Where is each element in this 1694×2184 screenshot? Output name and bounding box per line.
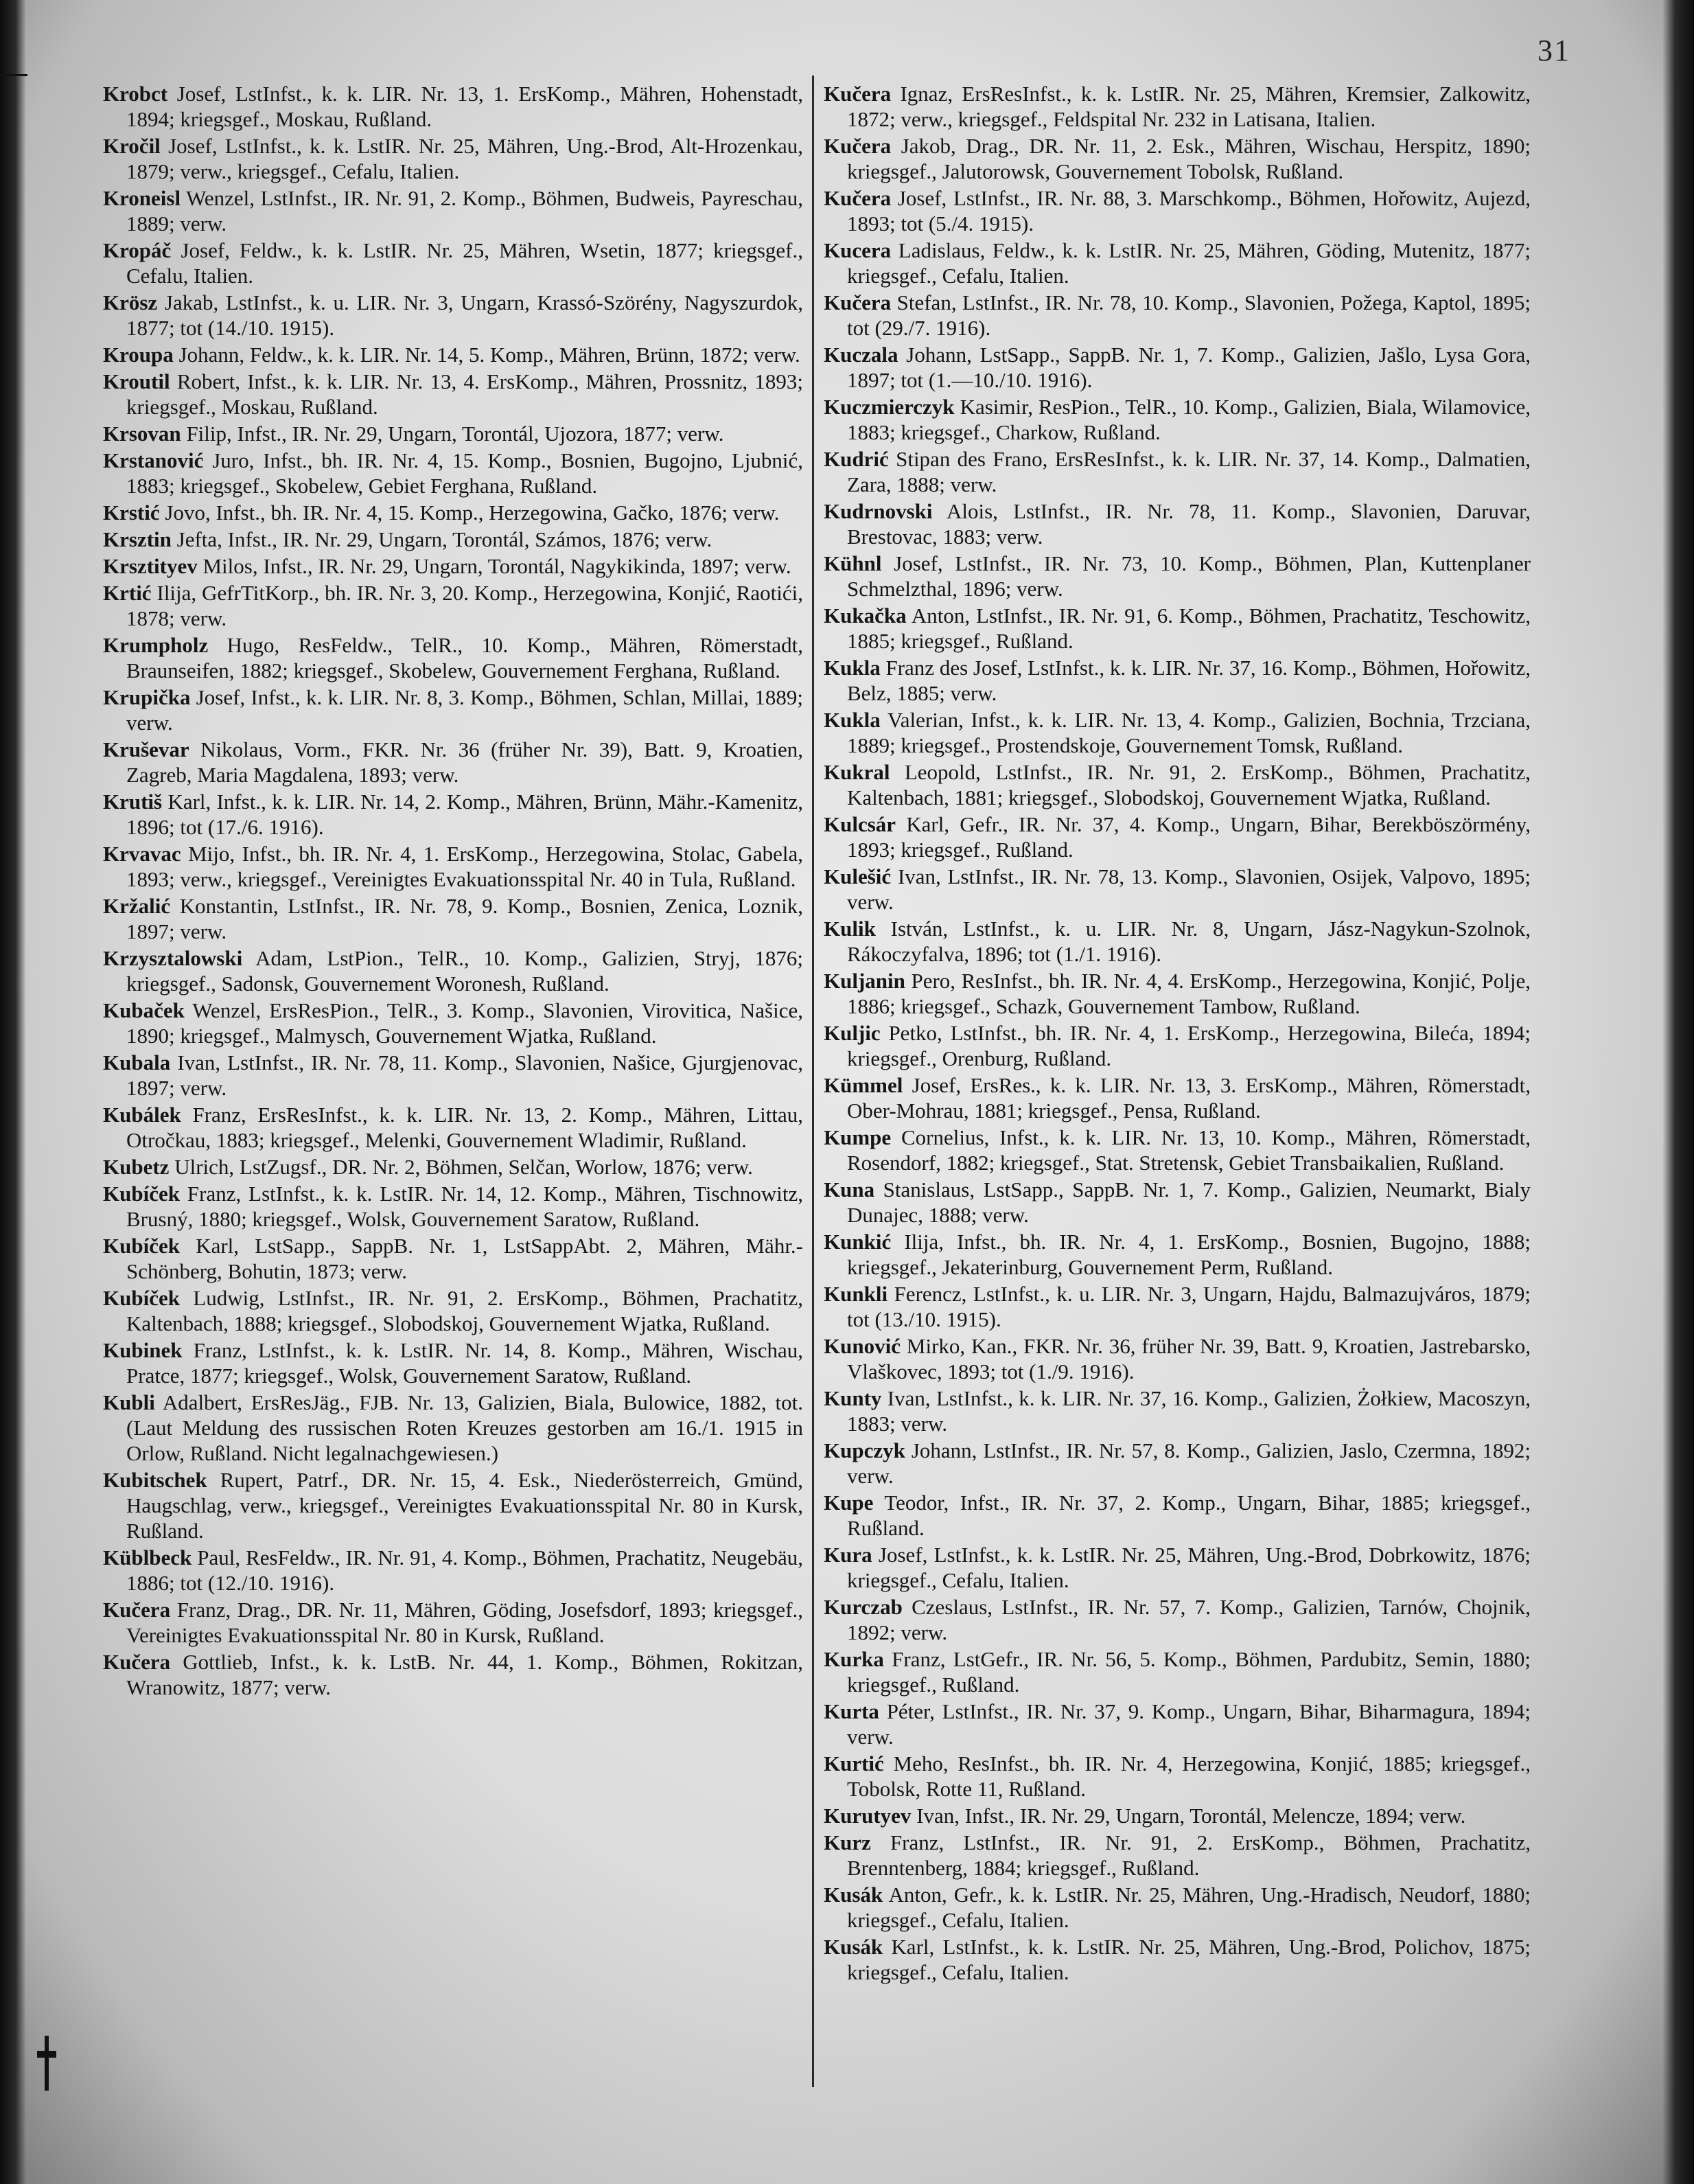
entry-details: Teodor, Infst., IR. Nr. 37, 2. Komp., Ungarn, Bihar, 1885; kriegsgef., Rußland.: [847, 1491, 1531, 1540]
entry-details: Franz, LstInfst., k. k. LstIR. Nr. 14, 12. Komp., Mähren, Tischnowitz, Brusný, 1880; kriegsgef., Wolsk, Gouvernement Saratow, Rußland.: [126, 1182, 803, 1231]
entry-details: Josef, LstInfst., IR. Nr. 88, 3. Marschkomp., Böhmen, Hořowitz, Aujezd, 1893; tot (5./4. 1915).: [847, 186, 1531, 235]
register-entry: [824, 1490, 1531, 1541]
entry-surname: Kunkli: [824, 1282, 888, 1306]
register-entry: [103, 632, 803, 683]
entry-surname: Kukla: [824, 656, 881, 680]
register-entry: [103, 789, 803, 840]
register-entry: [103, 737, 803, 788]
register-entry: [824, 1934, 1531, 1985]
entry-surname: Kulik: [824, 917, 876, 941]
entry-details: Josef, LstInfst., IR. Nr. 73, 10. Komp., Böhmen, Plan, Kuttenplaner Schmelzthal, 1896; verw.: [847, 551, 1531, 601]
register-entry: [103, 342, 803, 367]
entry-details: Kasimir, ResPion., TelR., 10. Komp., Galizien, Biala, Wilamovice, 1883; kriegsgef., Charkow, Rußland.: [847, 395, 1531, 444]
entry-details: Konstantin, LstInfst., IR. Nr. 78, 9. Komp., Bosnien, Zenica, Loznik, 1897; verw.: [126, 894, 804, 943]
entry-surname: Kurczab: [824, 1595, 903, 1619]
entry-surname: Kurutyev: [824, 1804, 912, 1828]
register-entry: [824, 1542, 1531, 1593]
entry-details: Ivan, Infst., IR. Nr. 29, Ungarn, Torontál, Melencze, 1894; verw.: [916, 1804, 1466, 1828]
entry-surname: Kroutil: [103, 369, 170, 393]
entry-surname: Krstanović: [103, 448, 204, 472]
register-entry: [824, 1020, 1531, 1071]
register-entry: [103, 133, 803, 184]
register-entry: [103, 1154, 803, 1180]
entry-details: Leopold, LstInfst., IR. Nr. 91, 2. ErsKomp., Böhmen, Prachatitz, Kaltenbach, 1881; kriegsgef., Slobodskoj, Gouvernement Wjatka, Rußland.: [847, 760, 1531, 809]
entry-details: Jakab, LstInfst., k. u. LIR. Nr. 3, Ungarn, Krassó-Szörény, Nagyszurdok, 1877; tot (14./10. 1915).: [126, 290, 803, 340]
entry-surname: Kusák: [824, 1935, 883, 1959]
entry-details: Stanislaus, LstSapp., SappB. Nr. 1, 7. Komp., Galizien, Neumarkt, Bialy Dunajec, 1888; verw.: [847, 1177, 1531, 1227]
margin-cross-icon: [34, 2036, 59, 2091]
entry-surname: Kurz: [824, 1830, 871, 1854]
page-number: 31: [1538, 34, 1570, 67]
entry-surname: Krsovan: [103, 422, 181, 446]
entry-details: Ilija, GefrTitKorp., bh. IR. Nr. 3, 20. Komp., Herzegowina, Konjić, Raotići, 1878; verw.: [126, 581, 804, 630]
entry-surname: Kubitschek: [103, 1468, 207, 1492]
register-entry: [824, 1386, 1531, 1436]
entry-surname: Krobct: [103, 82, 168, 106]
entry-details: Ladislaus, Feldw., k. k. LstIR. Nr. 25, Mähren, Göding, Mutenitz, 1877; kriegsgef., Cefalu, Italien.: [847, 238, 1531, 288]
entry-details: Ivan, LstInfst., IR. Nr. 78, 11. Komp., Slavonien, Našice, Gjurgjenovac, 1897; verw.: [126, 1050, 803, 1100]
entry-surname: Krsztin: [103, 527, 172, 551]
entry-surname: Kuczmierczyk: [824, 395, 955, 419]
register-entry: [103, 448, 803, 498]
entry-surname: Krutiš: [103, 790, 163, 814]
entry-details: Jovo, Infst., bh. IR. Nr. 4, 15. Komp., Herzegowina, Gačko, 1876; verw.: [165, 501, 780, 525]
entry-details: Franz, LstInfst., IR. Nr. 91, 2. ErsKomp., Böhmen, Prachatitz, Brenntenberg, 1884; kriegsgef., Rußland.: [847, 1830, 1531, 1880]
register-entry: [103, 841, 803, 892]
entry-details: Robert, Infst., k. k. LIR. Nr. 13, 4. ErsKomp., Mähren, Prossnitz, 1893; kriegsgef., Moskau, Rußland.: [126, 369, 804, 419]
register-entry: [824, 1281, 1531, 1332]
entry-surname: Krumpholz: [103, 633, 209, 657]
entry-details: Nikolaus, Vorm., FKR. Nr. 36 (früher Nr. 39), Batt. 9, Kroatien, Zagreb, Maria Magdalena, 1893; verw.: [126, 737, 804, 787]
entry-details: Johann, LstSapp., SappB. Nr. 1, 7. Komp., Galizien, Jašlo, Lysa Gora, 1897; tot (1.—10./10. 1916).: [847, 343, 1531, 392]
right-column: [824, 81, 1531, 1986]
entry-details: Cornelius, Infst., k. k. LIR. Nr. 13, 10. Komp., Mähren, Römerstadt, Rosendorf, 1882; kriegsgef., Stat. Stretensk, Gebiet Transbaikalien, Rußland.: [847, 1125, 1531, 1175]
register-entry: [103, 1649, 803, 1700]
entry-details: Stefan, LstInfst., IR. Nr. 78, 10. Komp., Slavonien, Požega, Kaptol, 1895; tot (29./7. 1916).: [847, 290, 1531, 340]
register-entry: [103, 685, 803, 735]
entry-surname: Kučera: [103, 1650, 171, 1674]
register-entry: [103, 580, 803, 631]
entry-details: Karl, Infst., k. k. LIR. Nr. 14, 2. Komp., Mähren, Brünn, Mähr.-Kamenitz, 1896; tot (17./6. 1916).: [126, 790, 804, 839]
entry-surname: Krsztityev: [103, 554, 198, 578]
entry-surname: Kubinek: [103, 1338, 183, 1362]
entry-details: Anton, LstInfst., IR. Nr. 91, 6. Komp., Böhmen, Prachatitz, Teschowitz, 1885; kriegsgef., Rußland.: [847, 604, 1531, 653]
entry-details: Czeslaus, LstInfst., IR. Nr. 57, 7. Komp., Galizien, Tarnów, Chojnik, 1892; verw.: [847, 1595, 1531, 1644]
register-entry: [103, 185, 803, 236]
register-entry: [824, 1229, 1531, 1280]
entry-details: Wenzel, ErsResPion., TelR., 3. Komp., Slavonien, Virovitica, Našice, 1890; kriegsgef., Malmysch, Gouvernement Wjatka, Rußland.: [126, 998, 803, 1048]
entry-details: Ferencz, LstInfst., k. u. LIR. Nr. 3, Ungarn, Hajdu, Balmazujváros, 1879; tot (13./10. 1915).: [847, 1282, 1531, 1331]
entry-surname: Kusák: [824, 1883, 883, 1907]
register-entry: [824, 498, 1531, 549]
entry-surname: Kubálek: [103, 1103, 181, 1127]
register-entry: [824, 238, 1531, 288]
entry-details: Ilija, Infst., bh. IR. Nr. 4, 1. ErsKomp., Bosnien, Bugojno, 1888; kriegsgef., Jekaterinburg, Gouvernement Perm, Rußland.: [847, 1230, 1531, 1279]
register-entry: [103, 1233, 803, 1284]
register-entry: [824, 1594, 1531, 1645]
entry-surname: Kropáč: [103, 238, 172, 262]
entry-surname: Kročil: [103, 134, 161, 158]
register-entry: [824, 1125, 1531, 1175]
entry-surname: Kruševar: [103, 737, 189, 761]
entry-details: Jefta, Infst., IR. Nr. 29, Ungarn, Torontál, Számos, 1876; verw.: [176, 527, 712, 551]
entry-surname: Kühnl: [824, 551, 882, 575]
register-entry: [103, 1597, 803, 1648]
entry-surname: Kudrnovski: [824, 499, 933, 523]
entry-surname: Kupe: [824, 1491, 874, 1515]
register-entry: [103, 527, 803, 552]
entry-surname: Kubetz: [103, 1155, 170, 1179]
entry-surname: Kunović: [824, 1334, 901, 1358]
register-entry: [103, 369, 803, 419]
entry-details: Josef, LstInfst., k. k. LstIR. Nr. 25, Mähren, Ung.-Brod, Alt-Hrozenkau, 1879; verw., kriegsgef., Cefalu, Italien.: [126, 134, 803, 183]
entry-details: Hugo, ResFeldw., TelR., 10. Komp., Mähren, Römerstadt, Braunseifen, 1882; kriegsgef., Skobelew, Gouvernement Ferghana, Rußland.: [126, 633, 804, 682]
entry-surname: Kučera: [824, 290, 892, 314]
register-entry: [824, 1830, 1531, 1881]
entry-details: Meho, ResInfst., bh. IR. Nr. 4, Herzegowina, Konjić, 1885; kriegsgef., Tobolsk, Rotte 11, Rußland.: [847, 1751, 1531, 1801]
entry-details: Alois, LstInfst., IR. Nr. 78, 11. Komp., Slavonien, Daruvar, Brestovac, 1883; verw.: [847, 499, 1531, 549]
entry-details: Mirko, Kan., FKR. Nr. 36, früher Nr. 39, Batt. 9, Kroatien, Jastrebarsko, Vlaškovec, 1893; tot (1./9. 1916).: [847, 1334, 1531, 1383]
register-entry: [824, 1646, 1531, 1697]
entry-details: Paul, ResFeldw., IR. Nr. 91, 4. Komp., Böhmen, Prachatitz, Neugebäu, 1886; tot (12./10. 1916).: [126, 1545, 804, 1595]
register-entry: [824, 81, 1531, 132]
entry-details: Josef, Infst., k. k. LIR. Nr. 8, 3. Komp., Böhmen, Schlan, Millai, 1889; verw.: [126, 685, 803, 735]
entry-surname: Kulešić: [824, 864, 892, 888]
entry-surname: Krösz: [103, 290, 158, 314]
entry-surname: Kroneisl: [103, 186, 181, 210]
entry-surname: Kupczyk: [824, 1438, 905, 1462]
register-entry: [824, 864, 1531, 915]
entry-details: Franz, ErsResInfst., k. k. LIR. Nr. 13, 2. Komp., Mähren, Littau, Otročkau, 1883; kriegsgef., Melenki, Gouvernement Wladimir, Rußland.: [126, 1103, 804, 1152]
entry-surname: Krvavac: [103, 842, 181, 866]
entry-surname: Kučera: [824, 82, 892, 106]
register-entry: [824, 968, 1531, 1019]
register-entry: [103, 1545, 803, 1596]
entry-surname: Kukačka: [824, 604, 907, 628]
entry-details: Gottlieb, Infst., k. k. LstB. Nr. 44, 1. Komp., Böhmen, Rokitzan, Wranowitz, 1877; verw.: [126, 1650, 804, 1699]
entry-surname: Kroupa: [103, 343, 174, 367]
register-entry: [824, 446, 1531, 497]
register-entry: [824, 342, 1531, 393]
entry-surname: Kubli: [103, 1390, 155, 1414]
entry-surname: Krtić: [103, 581, 152, 605]
register-entry: [824, 916, 1531, 967]
entry-surname: Kura: [824, 1543, 872, 1567]
entry-details: Adam, LstPion., TelR., 10. Komp., Galizien, Stryj, 1876; kriegsgef., Sadonsk, Gouvernement Woronesh, Rußland.: [126, 946, 803, 996]
register-entry: [824, 707, 1531, 758]
register-entry: [824, 1751, 1531, 1802]
entry-details: Josef, ErsRes., k. k. LIR. Nr. 13, 3. ErsKomp., Mähren, Römerstadt, Ober-Mohrau, 1881; kriegsgef., Pensa, Rußland.: [847, 1073, 1531, 1123]
entry-details: Josef, LstInfst., k. k. LstIR. Nr. 25, Mähren, Ung.-Brod, Dobrkowitz, 1876; kriegsgef., Cefalu, Italien.: [847, 1543, 1531, 1592]
entry-surname: Krstić: [103, 501, 160, 525]
register-entry: [103, 945, 803, 996]
entry-surname: Kukla: [824, 708, 881, 732]
entry-surname: Kuljic: [824, 1021, 881, 1045]
register-entry: [103, 1050, 803, 1101]
entry-details: Josef, LstInfst., k. k. LIR. Nr. 13, 1. ErsKomp., Mähren, Hohenstadt, 1894; kriegsgef., Moskau, Rußland.: [126, 82, 804, 131]
entry-surname: Kümmel: [824, 1073, 903, 1097]
entry-surname: Krzysztalowski: [103, 946, 243, 970]
entry-details: Karl, Gefr., IR. Nr. 37, 4. Komp., Ungarn, Bihar, Berekböszörmény, 1893; kriegsgef., Rußland.: [847, 812, 1531, 862]
entry-details: Johann, Feldw., k. k. LIR. Nr. 14, 5. Komp., Mähren, Brünn, 1872; verw.: [178, 343, 800, 367]
register-entry: [103, 500, 803, 525]
register-entry: [103, 1467, 803, 1543]
entry-surname: Kubíček: [103, 1182, 180, 1206]
register-entry: [824, 1803, 1531, 1828]
entry-details: Franz des Josef, LstInfst., k. k. LIR. Nr. 37, 16. Komp., Böhmen, Hořowitz, Belz, 1885; verw.: [847, 656, 1531, 705]
entry-details: Karl, LstInfst., k. k. LstIR. Nr. 25, Mähren, Ung.-Brod, Polichov, 1875; kriegsgef., Cefalu, Italien.: [847, 1935, 1531, 1984]
entry-surname: Kulcsár: [824, 812, 896, 836]
entry-surname: Kurtić: [824, 1751, 884, 1775]
register-entry: [824, 1882, 1531, 1933]
entry-details: Ignaz, ErsResInfst., k. k. LstIR. Nr. 25, Mähren, Kremsier, Zalkowitz, 1872; verw., kriegsgef., Feldspital Nr. 232 in Latisana, Italien.: [847, 82, 1531, 131]
entry-surname: Kunkić: [824, 1230, 892, 1254]
register-entry: [103, 421, 803, 446]
entry-details: Ulrich, LstZugsf., DR. Nr. 2, Böhmen, Selčan, Worlow, 1876; verw.: [174, 1155, 753, 1179]
entry-details: Johann, LstInfst., IR. Nr. 57, 8. Komp., Galizien, Jaslo, Czermna, 1892; verw.: [847, 1438, 1531, 1488]
register-entry: [824, 394, 1531, 445]
register-entry: [103, 1337, 803, 1388]
entry-details: Péter, LstInfst., IR. Nr. 37, 9. Komp., Ungarn, Bihar, Biharmagura, 1894; verw.: [847, 1699, 1531, 1749]
register-entry: [824, 655, 1531, 706]
register-entry: [824, 1333, 1531, 1384]
entry-details: Josef, Feldw., k. k. LstIR. Nr. 25, Mähren, Wsetin, 1877; kriegsgef., Cefalu, Italien.: [126, 238, 804, 288]
entry-details: Ivan, LstInfst., IR. Nr. 78, 13. Komp., Slavonien, Osijek, Valpovo, 1895; verw.: [847, 864, 1531, 914]
register-entry: [103, 1181, 803, 1232]
entry-details: Jakob, Drag., DR. Nr. 11, 2. Esk., Mähren, Wischau, Herspitz, 1890; kriegsgef., Jalutorowsk, Gouvernement Tobolsk, Rußland.: [847, 134, 1531, 183]
entry-surname: Kurka: [824, 1647, 884, 1671]
entry-details: Anton, Gefr., k. k. LstIR. Nr. 25, Mähren, Ung.-Hradisch, Neudorf, 1880; kriegsgef., Cefalu, Italien.: [847, 1883, 1531, 1932]
entry-details: Franz, LstInfst., k. k. LstIR. Nr. 14, 8. Komp., Mähren, Wischau, Pratce, 1877; kriegsgef., Wolsk, Gouvernement Saratow, Rußland.: [126, 1338, 803, 1388]
register-entry: [103, 1102, 803, 1153]
register-entry: [103, 553, 803, 579]
entry-details: Rupert, Patrf., DR. Nr. 15, 4. Esk., Niederösterreich, Gmünd, Haugschlag, verw., kriegsgef., Vereinigtes Evakuationsspital Nr. 80 in Kursk, Rußland.: [126, 1468, 803, 1543]
entry-surname: Kubala: [103, 1050, 171, 1074]
register-entry: [824, 185, 1531, 236]
register-entry: [824, 551, 1531, 601]
register-entry: [824, 1438, 1531, 1488]
register-entry: [824, 133, 1531, 184]
entry-details: Wenzel, LstInfst., IR. Nr. 91, 2. Komp., Böhmen, Budweis, Payreschau, 1889; verw.: [126, 186, 803, 235]
entry-surname: Kuczala: [824, 343, 898, 367]
register-entry: [824, 1699, 1531, 1749]
margin-mark-top: [0, 74, 27, 76]
entry-details: Adalbert, ErsResJäg., FJB. Nr. 13, Galizien, Biala, Bulowice, 1882, tot. (Laut Meldung des russischen Roten Kreuzes gestorben am 16./1. 1915 in Orlow, Rußland. Nicht legalnachgewiesen.): [126, 1390, 803, 1465]
entry-details: Filip, Infst., IR. Nr. 29, Ungarn, Torontál, Ujozora, 1877; verw.: [186, 422, 724, 446]
register-entry: [103, 893, 803, 944]
entry-details: István, LstInfst., k. u. LIR. Nr. 8, Ungarn, Jász-Nagykun-Szolnok, Rákoczyfalva, 1896; tot (1./1. 1916).: [847, 917, 1531, 966]
entry-surname: Kučera: [824, 134, 892, 158]
entry-surname: Kubaček: [103, 998, 185, 1022]
entry-surname: Kubíček: [103, 1286, 180, 1310]
entry-surname: Kuna: [824, 1177, 875, 1202]
register-entry: [824, 603, 1531, 654]
entry-surname: Kurta: [824, 1699, 879, 1723]
entry-details: Pero, ResInfst., bh. IR. Nr. 4, 4. ErsKomp., Herzegowina, Konjić, Polje, 1886; kriegsgef., Schazk, Gouvernement Tambow, Rußland.: [847, 969, 1531, 1018]
entry-details: Mijo, Infst., bh. IR. Nr. 4, 1. ErsKomp., Herzegowina, Stolac, Gabela, 1893; verw., kriegsgef., Vereinigtes Evakuationsspital Nr. 40 in Tula, Rußland.: [126, 842, 803, 891]
register-entry: [824, 1072, 1531, 1123]
entry-surname: Krupička: [103, 685, 191, 709]
entry-surname: Kuljanin: [824, 969, 905, 993]
entry-surname: Kubíček: [103, 1234, 180, 1258]
entry-surname: Küblbeck: [103, 1545, 192, 1570]
entry-details: Juro, Infst., bh. IR. Nr. 4, 15. Komp., Bosnien, Bugojno, Ljubnić, 1883; kriegsgef., Skobelew, Gebiet Ferghana, Rußland.: [126, 448, 803, 498]
entry-details: Milos, Infst., IR. Nr. 29, Ungarn, Torontál, Nagykikinda, 1897; verw.: [202, 554, 791, 578]
register-entry: [824, 1177, 1531, 1228]
entry-surname: Kučera: [824, 186, 892, 210]
entry-surname: Kržalić: [103, 894, 171, 918]
entry-details: Ivan, LstInfst., k. k. LIR. Nr. 37, 16. Komp., Galizien, Żołkiew, Macoszyn, 1883; verw.: [847, 1386, 1531, 1436]
entry-surname: Kucera: [824, 238, 892, 262]
entry-details: Petko, LstInfst., bh. IR. Nr. 4, 1. ErsKomp., Herzegowina, Bileća, 1894; kriegsgef., Orenburg, Rußland.: [847, 1021, 1531, 1070]
entry-details: Valerian, Infst., k. k. LIR. Nr. 13, 4. Komp., Galizien, Bochnia, Trzciana, 1889; kriegsgef., Prostendskoje, Gouvernement Tomsk, Rußland.: [847, 708, 1531, 757]
register-entry: [103, 998, 803, 1048]
left-column: [103, 81, 803, 1701]
register-entry: [103, 1390, 803, 1466]
entry-details: Ludwig, LstInfst., IR. Nr. 91, 2. ErsKomp., Böhmen, Prachatitz, Kaltenbach, 1888; kriegsgef., Slobodskoj, Gouvernement Wjatka, Rußland.: [126, 1286, 804, 1335]
entry-details: Karl, LstSapp., SappB. Nr. 1, LstSappAbt. 2, Mähren, Mähr.-Schönberg, Bohutin, 1873; verw.: [126, 1234, 804, 1283]
entry-surname: Kudrić: [824, 447, 889, 471]
entry-details: Stipan des Frano, ErsResInfst., k. k. LIR. Nr. 37, 14. Komp., Dalmatien, Zara, 1888; verw.: [847, 447, 1531, 496]
column-divider: [812, 76, 814, 2087]
entry-details: Franz, LstGefr., IR. Nr. 56, 5. Komp., Böhmen, Pardubitz, Semin, 1880; kriegsgef., Rußland.: [847, 1647, 1531, 1697]
entry-surname: Kukral: [824, 760, 890, 784]
register-entry: [103, 238, 803, 288]
register-entry: [824, 759, 1531, 810]
register-entry: [824, 290, 1531, 341]
entry-details: Franz, Drag., DR. Nr. 11, Mähren, Göding, Josefsdorf, 1893; kriegsgef., Vereinigtes Evakuationsspital Nr. 80 in Kursk, Rußland.: [126, 1598, 804, 1647]
entry-surname: Kumpe: [824, 1125, 892, 1149]
register-entry: [103, 290, 803, 341]
register-entry: [103, 81, 803, 132]
entry-surname: Kunty: [824, 1386, 882, 1410]
entry-surname: Kučera: [103, 1598, 171, 1622]
register-entry: [103, 1285, 803, 1336]
register-entry: [824, 812, 1531, 862]
